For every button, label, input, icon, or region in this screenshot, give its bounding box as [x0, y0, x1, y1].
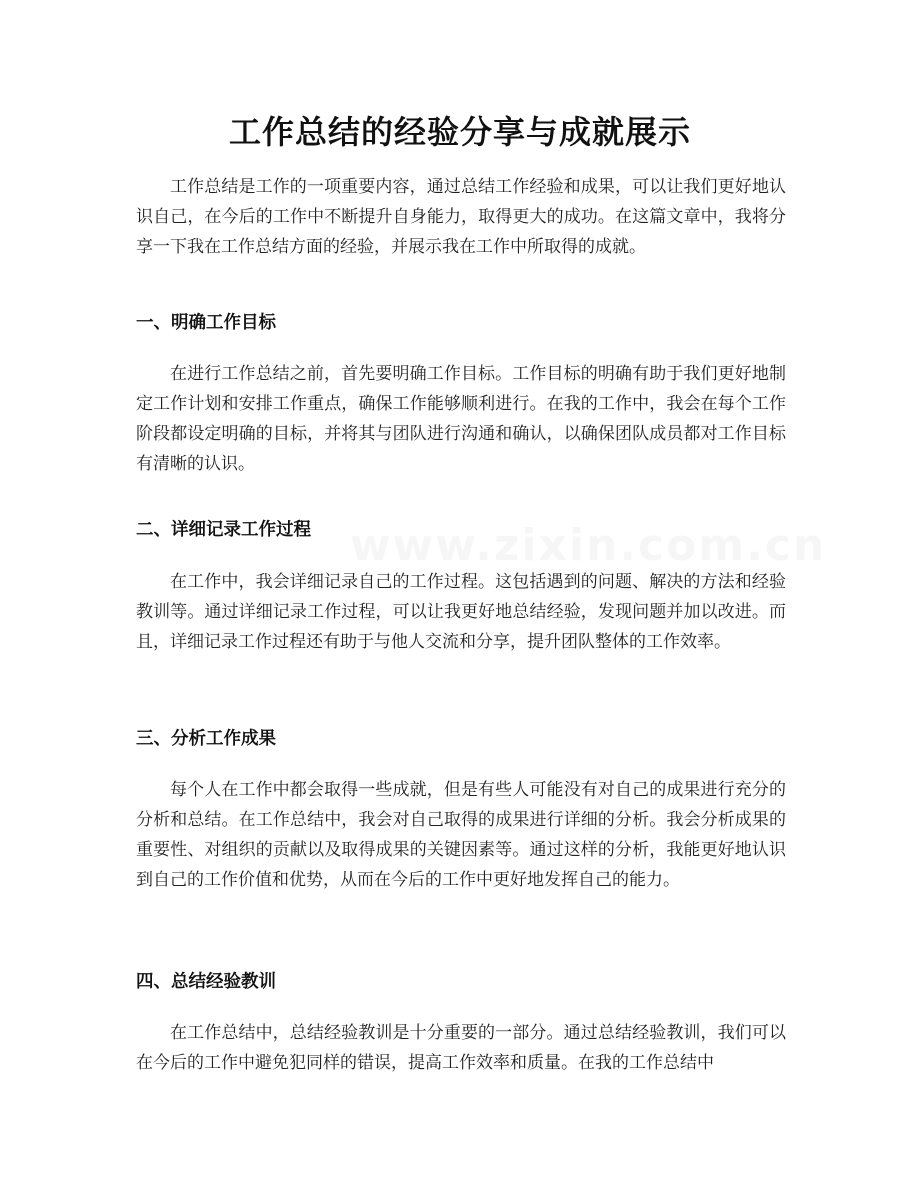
- section-heading-1: 一、明确工作目标: [136, 313, 276, 333]
- section-heading-4: 四、总结经验教训: [136, 972, 276, 992]
- section-body-3: 每个人在工作中都会取得一些成就，但是有些人可能没有对自己的成果进行充分的分析和总结。在工作总结中，我会对自己取得的成果进行详细的分析。我会分析成果的重要性、对组织的贡献以及取得成果的关键因素等。通过这样的分析，我能更好地认识到自己的工作价值和优势，从而在今后的工作中更好地发挥自己的能力。: [136, 780, 786, 890]
- section-heading-2: 二、详细记录工作过程: [136, 520, 311, 540]
- section-body-1: 在进行工作总结之前，首先要明确工作目标。工作目标的明确有助于我们更好地制定工作计划和安排工作重点，确保工作能够顺利进行。在我的工作中，我会在每个工作阶段都设定明确的目标，并将其与团队进行沟通和确认，以确保团队成员都对工作目标有清晰的认识。: [136, 364, 786, 474]
- section-body-2: 在工作中，我会详细记录自己的工作过程。这包括遇到的问题、解决的方法和经验教训等。通过详细记录工作过程，可以让我更好地总结经验，发现问题并加以改进。而且，详细记录工作过程还有助于与他人交流和分享，提升团队整体的工作效率。: [136, 572, 786, 652]
- intro-paragraph: 工作总结是工作的一项重要内容，通过总结工作经验和成果，可以让我们更好地认识自己，在今后的工作中不断提升自身能力，取得更大的成功。在这篇文章中，我将分享一下我在工作总结方面的经验，并展示我在工作中所取得的成就。: [136, 177, 786, 257]
- document-title: 工作总结的经验分享与成就展示: [228, 113, 691, 151]
- section-heading-3: 三、分析工作成果: [136, 729, 276, 749]
- section-body-4: 在工作总结中，总结经验教训是十分重要的一部分。通过总结经验教训，我们可以在今后的工作中避免犯同样的错误，提高工作效率和质量。在我的工作总结中: [136, 1023, 786, 1073]
